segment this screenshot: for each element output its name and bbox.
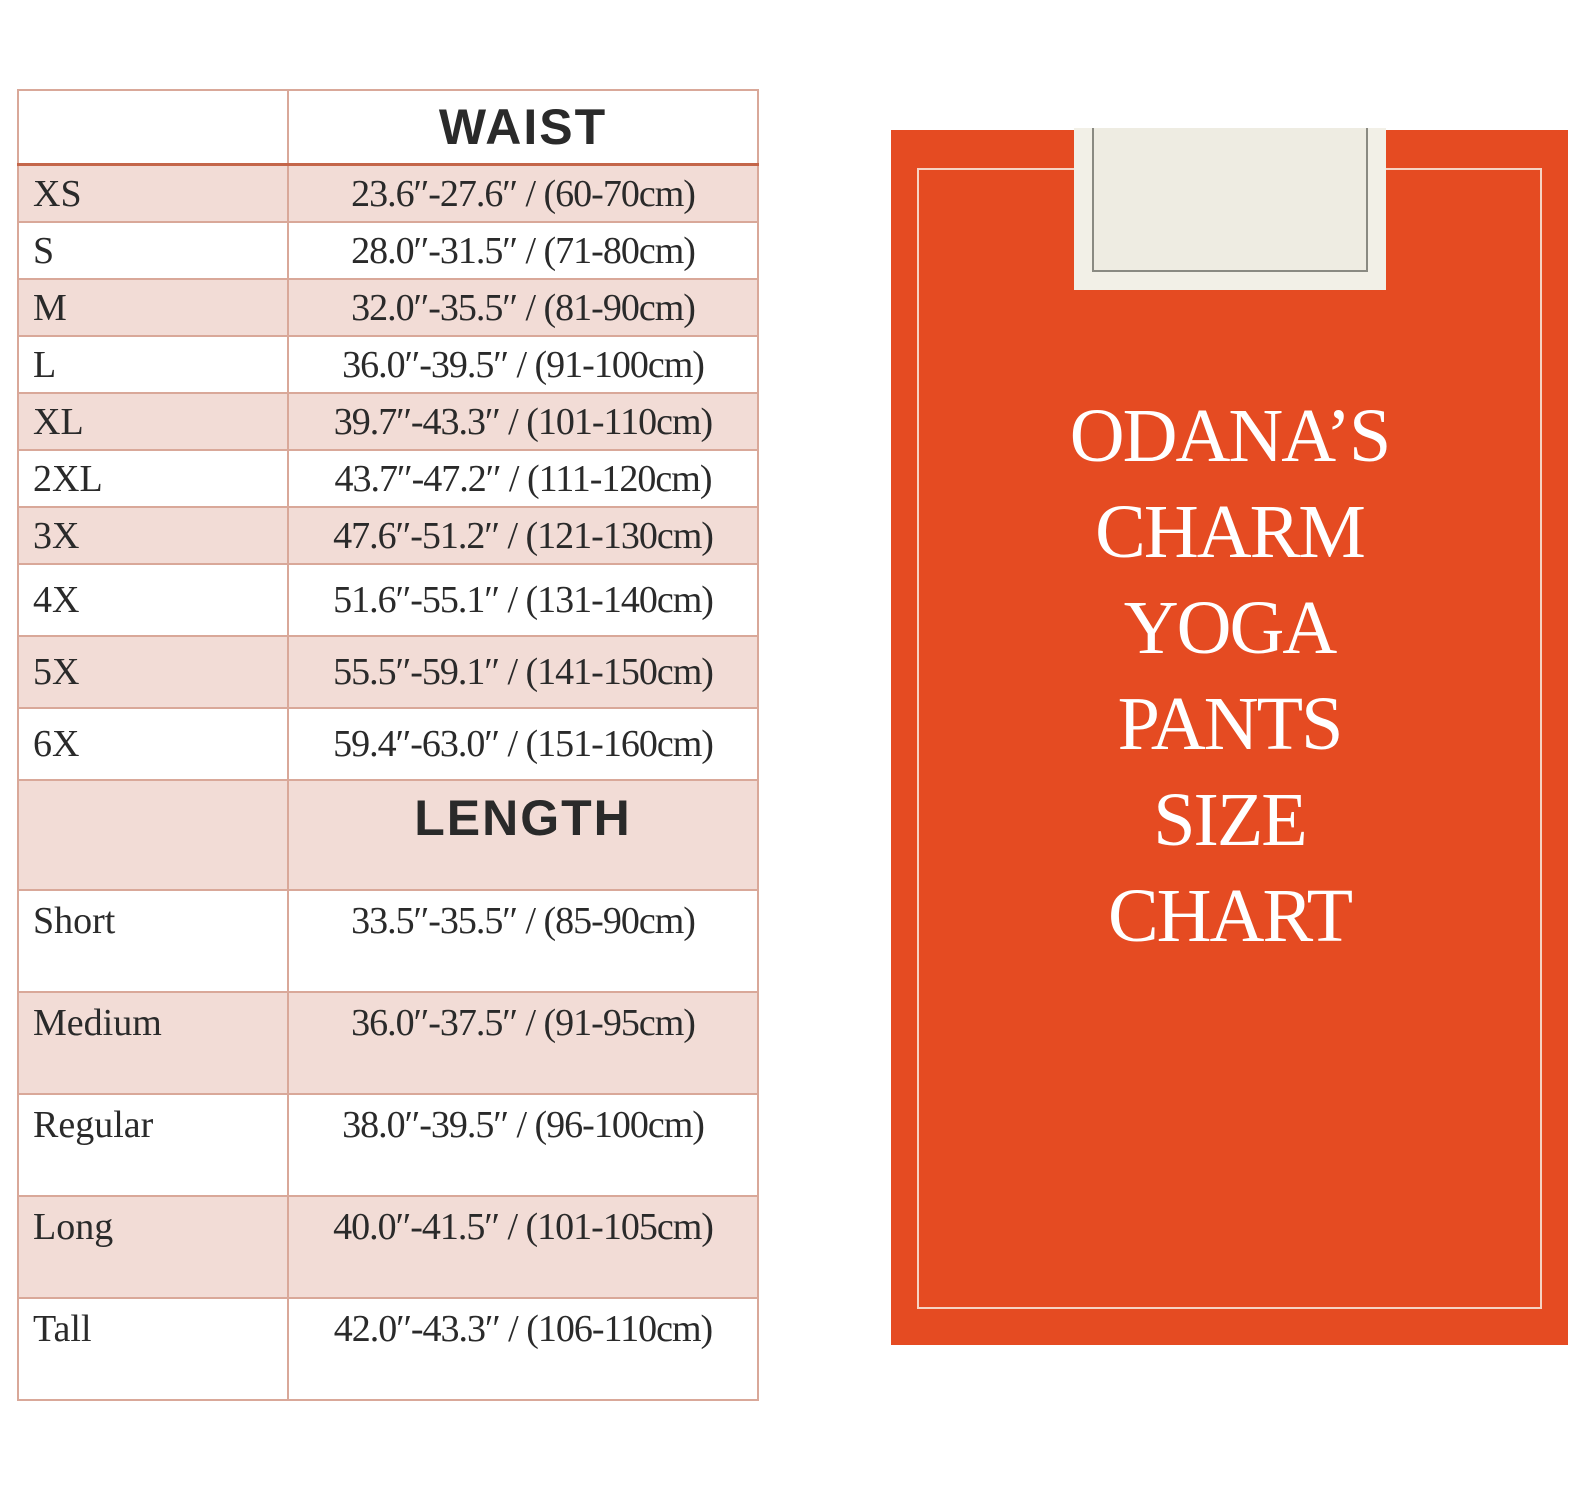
length-heading: LENGTH xyxy=(288,780,758,890)
length-row xyxy=(18,992,758,1094)
waist-header-row xyxy=(18,90,758,165)
waist-value: 36.0′′-39.5′′ / (91-100cm) xyxy=(288,336,758,393)
waist-value: 28.0′′-31.5′′ / (71-80cm) xyxy=(288,222,758,279)
length-value: 40.0′′-41.5′′ / (101-105cm) xyxy=(288,1196,758,1298)
length-value: 38.0′′-39.5′′ / (96-100cm) xyxy=(288,1094,758,1196)
length-row xyxy=(18,890,758,992)
waist-value: 43.7′′-47.2′′ / (111-120cm) xyxy=(288,450,758,507)
waist-value: 32.0′′-35.5′′ / (81-90cm) xyxy=(288,279,758,336)
length-label: Short xyxy=(18,890,288,992)
size-label: XL xyxy=(18,393,288,450)
title-line: ODANA’S xyxy=(1069,394,1390,478)
waist-row xyxy=(18,636,758,708)
length-value: 33.5′′-35.5′′ / (85-90cm) xyxy=(288,890,758,992)
title-line: YOGA xyxy=(1123,586,1336,670)
waist-value: 51.6′′-55.1′′ / (131-140cm) xyxy=(288,564,758,636)
waist-value: 39.7′′-43.3′′ / (101-110cm) xyxy=(288,393,758,450)
length-label: Tall xyxy=(18,1298,288,1400)
length-value: 42.0′′-43.3′′ / (106-110cm) xyxy=(288,1298,758,1400)
length-row xyxy=(18,1094,758,1196)
length-label: Long xyxy=(18,1196,288,1298)
card-tab-inner xyxy=(1092,128,1368,272)
waist-row xyxy=(18,222,758,279)
waist-row xyxy=(18,450,758,507)
card-title xyxy=(891,388,1568,964)
size-label: S xyxy=(18,222,288,279)
title-line: CHARM xyxy=(1095,490,1364,574)
waist-value: 47.6′′-51.2′′ / (121-130cm) xyxy=(288,507,758,564)
waist-row xyxy=(18,507,758,564)
waist-value: 23.6′′-27.6′′ / (60-70cm) xyxy=(288,165,758,223)
length-header-blank xyxy=(18,780,288,890)
title-line: PANTS xyxy=(1117,682,1342,766)
size-label: 5X xyxy=(18,636,288,708)
size-label: 4X xyxy=(18,564,288,636)
waist-value: 55.5′′-59.1′′ / (141-150cm) xyxy=(288,636,758,708)
title-card xyxy=(891,130,1568,1345)
size-chart-table xyxy=(17,89,759,1401)
length-value: 36.0′′-37.5′′ / (91-95cm) xyxy=(288,992,758,1094)
size-label: M xyxy=(18,279,288,336)
length-label: Medium xyxy=(18,992,288,1094)
waist-heading: WAIST xyxy=(288,90,758,165)
waist-header-blank xyxy=(18,90,288,165)
waist-row xyxy=(18,564,758,636)
title-line: SIZE xyxy=(1153,778,1306,862)
size-label: 3X xyxy=(18,507,288,564)
length-row xyxy=(18,1298,758,1400)
length-label: Regular xyxy=(18,1094,288,1196)
size-label: 6X xyxy=(18,708,288,780)
length-row xyxy=(18,1196,758,1298)
card-tab xyxy=(1074,128,1386,290)
waist-row xyxy=(18,279,758,336)
length-header-row xyxy=(18,780,758,890)
waist-row xyxy=(18,165,758,223)
size-label: L xyxy=(18,336,288,393)
size-label: 2XL xyxy=(18,450,288,507)
title-line: CHART xyxy=(1107,874,1351,958)
size-label: XS xyxy=(18,165,288,223)
waist-row xyxy=(18,708,758,780)
waist-value: 59.4′′-63.0′′ / (151-160cm) xyxy=(288,708,758,780)
waist-row xyxy=(18,336,758,393)
waist-row xyxy=(18,393,758,450)
